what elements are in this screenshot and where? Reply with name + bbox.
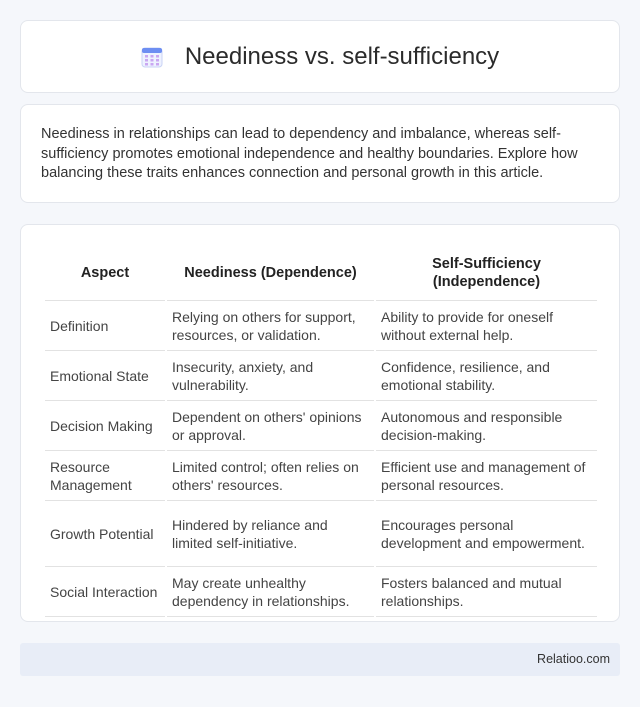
calendar-icon bbox=[141, 46, 163, 68]
neediness-cell: Limited control; often relies on others' resources. bbox=[167, 453, 374, 501]
neediness-cell: Relying on others for support, resources, or validation. bbox=[167, 303, 374, 351]
neediness-cell: May create unhealthy dependency in relationships. bbox=[167, 569, 374, 617]
comparison-table-card bbox=[20, 224, 620, 622]
page-title: Neediness vs. self-sufficiency bbox=[184, 42, 500, 70]
self-sufficiency-cell: Confidence, resilience, and emotional stability. bbox=[376, 353, 597, 401]
table-row bbox=[45, 569, 597, 617]
table-row bbox=[45, 403, 597, 451]
intro-card bbox=[20, 104, 620, 203]
footer bbox=[20, 643, 620, 676]
table-row bbox=[45, 453, 597, 501]
column-header-aspect: Aspect bbox=[45, 245, 165, 301]
self-sufficiency-cell: Efficient use and management of personal resources. bbox=[376, 453, 597, 501]
aspect-cell: Decision Making bbox=[45, 403, 165, 451]
column-header-neediness: Neediness (Dependence) bbox=[167, 245, 374, 301]
aspect-cell: Growth Potential bbox=[45, 503, 165, 567]
site-link[interactable]: Relatioo.com bbox=[537, 652, 610, 666]
table-row bbox=[45, 353, 597, 401]
column-header-self-sufficiency: Self-Sufficiency (Independence) bbox=[376, 245, 597, 301]
table-row bbox=[45, 303, 597, 351]
self-sufficiency-cell: Fosters balanced and mutual relationships. bbox=[376, 569, 597, 617]
title-card bbox=[20, 20, 620, 93]
self-sufficiency-cell: Autonomous and responsible decision-making. bbox=[376, 403, 597, 451]
table-header-row bbox=[45, 245, 597, 301]
aspect-cell: Emotional State bbox=[45, 353, 165, 401]
neediness-cell: Insecurity, anxiety, and vulnerability. bbox=[167, 353, 374, 401]
table-row bbox=[45, 503, 597, 567]
comparison-table bbox=[43, 243, 599, 619]
aspect-cell: Social Interaction bbox=[45, 569, 165, 617]
neediness-cell: Dependent on others' opinions or approval. bbox=[167, 403, 374, 451]
intro-text: Neediness in relationships can lead to dependency and imbalance, whereas self-sufficiency promotes emotional independence and healthy boundaries. Explore how balancing these traits enhances connection and personal growth in this article. bbox=[41, 126, 578, 181]
aspect-cell: Definition bbox=[45, 303, 165, 351]
aspect-cell: Resource Management bbox=[45, 453, 165, 501]
neediness-cell: Hindered by reliance and limited self-initiative. bbox=[167, 503, 374, 567]
self-sufficiency-cell: Encourages personal development and empowerment. bbox=[376, 503, 597, 567]
self-sufficiency-cell: Ability to provide for oneself without external help. bbox=[376, 303, 597, 351]
